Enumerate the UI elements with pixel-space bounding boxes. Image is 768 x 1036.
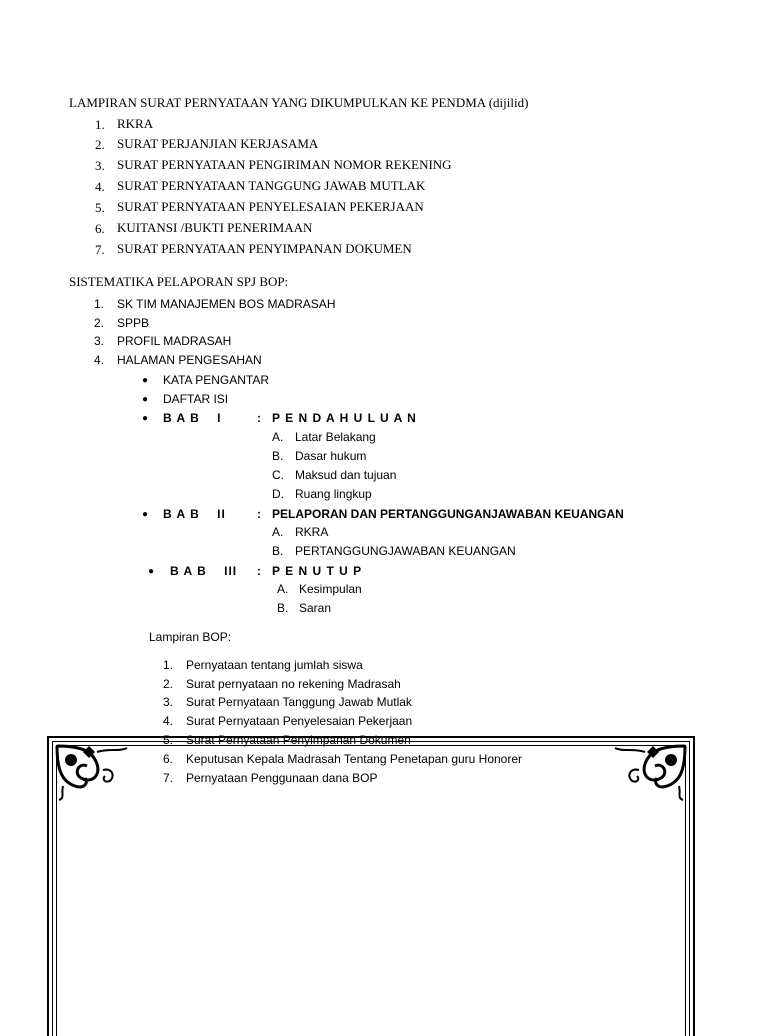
list-number: 6. [163,752,174,766]
list-number: 1. [94,297,105,311]
list-letter: B. [272,544,284,558]
list-item: Keputusan Kepala Madrasah Tentang Penetapan guru Honorer [186,752,523,766]
list-item: SURAT PERNYATAAN TANGGUNG JAWAB MUTLAK [117,178,426,193]
list-item: Pernyataan tentang jumlah siswa [186,658,363,672]
list-letter: D. [272,487,284,501]
heading-lampiran-surat: LAMPIRAN SURAT PERNYATAAN YANG DIKUMPULKAN KE PENDMA (dijilid) [69,95,529,110]
sub-item: Dasar hukum [295,449,367,463]
list-letter: A. [277,582,289,596]
list-letter: C. [272,468,284,482]
bab1-colon: : [257,411,261,425]
list-item: Surat Pernyataan Tanggung Jawab Mutlak [186,695,412,709]
sub-item: RKRA [295,525,329,539]
list-item: Surat pernyataan no rekening Madrasah [186,677,401,691]
list-number: 3. [163,695,174,709]
bullet-icon: ● [142,375,149,386]
bab1-label: B A B I [163,411,222,425]
bab2-colon: : [257,507,261,521]
bullet-icon: ● [142,509,149,520]
list-item: Surat Pernyataan Penyimpanan Dokumen [186,733,411,747]
list-letter: A. [272,525,284,539]
list-item: SK TIM MANAJEMEN BOS MADRASAH [117,297,336,311]
list-number: 5. [95,200,105,215]
list-number: 7. [95,242,105,257]
heading-sistematika: SISTEMATIKA PELAPORAN SPJ BOP: [69,274,289,289]
list-item: SURAT PERNYATAAN PENGIRIMAN NOMOR REKENING [117,157,452,172]
list-letter: B. [272,449,284,463]
bullet-daftar-isi: DAFTAR ISI [163,392,229,406]
list-item: HALAMAN PENGESAHAN [117,353,262,367]
bab3-label: B A B III [170,564,238,578]
list-item: Surat Pernyataan Penyelesaian Pekerjaan [186,714,413,728]
list-number: 2. [163,677,174,691]
list-item: SPPB [117,316,150,330]
ornament-corner-right-icon [611,742,689,802]
list-item: SURAT PERNYATAAN PENYIMPANAN DOKUMEN [117,241,412,256]
list-letter: B. [277,601,289,615]
list-number: 4. [95,179,105,194]
list-letter: A. [272,430,284,444]
bab3-colon: : [257,564,261,578]
bab2-label: B A B II [163,507,226,521]
list-item: PROFIL MADRASAH [117,334,232,348]
list-number: 4. [163,714,174,728]
heading-lampiran-bop: Lampiran BOP: [149,630,232,644]
ornament-corner-left-icon [53,742,131,802]
bullet-icon: ● [142,413,149,424]
bab1-title: P E N D A H U L U A N [272,411,417,425]
sub-item: Maksud dan tujuan [295,468,397,482]
bab2-title: PELAPORAN DAN PERTANGGUNGANJAWABAN KEUANGAN [272,507,624,521]
list-item: SURAT PERJANJIAN KERJASAMA [117,136,319,151]
sub-item: Saran [299,601,332,615]
list-item: KUITANSI /BUKTI PENERIMAAN [117,220,313,235]
sub-item: Latar Belakang [295,430,376,444]
list-number: 3. [95,158,105,173]
list-number: 1. [163,658,174,672]
list-number: 3. [94,334,105,348]
list-number: 1. [95,117,105,132]
list-number: 4. [94,353,105,367]
list-number: 7. [163,771,174,785]
sub-item: Kesimpulan [299,582,362,596]
list-number: 2. [95,137,105,152]
bullet-kata-pengantar: KATA PENGANTAR [163,373,270,387]
bullet-icon: ● [148,566,155,577]
list-item: RKRA [117,116,154,131]
bullet-icon: ● [142,394,149,405]
bab3-title: P E N U T U P [272,564,363,578]
list-number: 2. [94,316,105,330]
sub-item: PERTANGGUNGJAWABAN KEUANGAN [295,544,516,558]
sub-item: Ruang lingkup [295,487,372,501]
list-item: SURAT PERNYATAAN PENYELESAIAN PEKERJAAN [117,199,424,214]
list-item: Pernyataan Penggunaan dana BOP [186,771,378,785]
list-number: 5. [163,733,174,747]
list-number: 6. [95,221,105,236]
